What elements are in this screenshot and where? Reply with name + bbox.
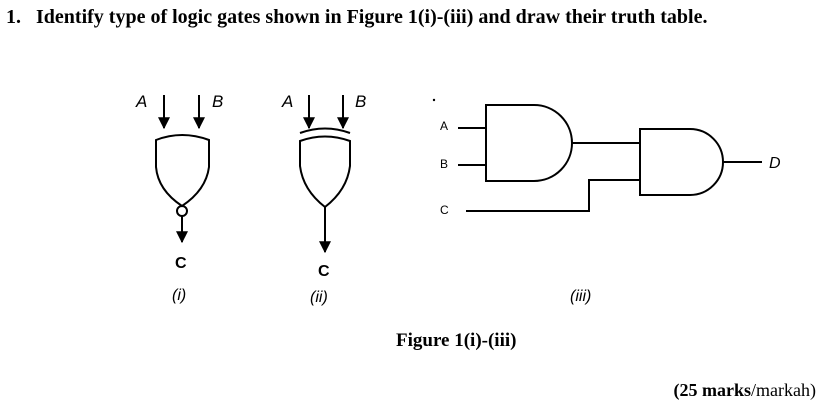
gate-ii-xor	[300, 95, 350, 252]
marks-value: (25 marks	[673, 380, 752, 400]
circuit-iii-label-b: B	[440, 157, 449, 171]
circuit-iii-caption: (iii)	[570, 288, 592, 305]
gate-ii-body	[300, 137, 350, 208]
circuit-iii-and-and	[458, 105, 762, 211]
circuit-iii-label-c: C	[440, 203, 449, 217]
gate-i-label-b: B	[212, 92, 224, 111]
circuit-iii-and-gate-1	[486, 105, 572, 181]
gate-ii-caption: (ii)	[310, 289, 328, 306]
circuit-iii-label-d: D	[769, 155, 781, 172]
marks-suffix: /markah)	[751, 380, 816, 400]
gate-i-nor	[156, 95, 209, 242]
gate-i-body	[156, 135, 209, 206]
gate-i-caption: (i)	[172, 287, 187, 304]
question-number: 1.	[6, 6, 21, 28]
gate-ii-label-b: B	[355, 92, 367, 111]
figure-caption: Figure 1(i)-(iii)	[396, 330, 517, 351]
circuit-iii-input-c-wire	[466, 180, 640, 211]
gate-ii-xor-curve	[300, 129, 350, 134]
gate-i-label-a: A	[136, 92, 148, 111]
circuit-iii-label-a: A	[440, 119, 449, 133]
marks-note	[674, 380, 816, 401]
gate-i-inversion-bubble	[177, 206, 187, 216]
gate-i-label-c: C	[175, 255, 187, 272]
stray-dot	[433, 99, 435, 101]
gate-ii-label-c: C	[318, 263, 330, 280]
question-body: Identify type of logic gates shown in Figure 1(i)-(iii) and draw their truth table.	[36, 6, 708, 28]
gate-ii-label-a: A	[282, 92, 294, 111]
circuit-iii-and-gate-2	[640, 129, 723, 195]
